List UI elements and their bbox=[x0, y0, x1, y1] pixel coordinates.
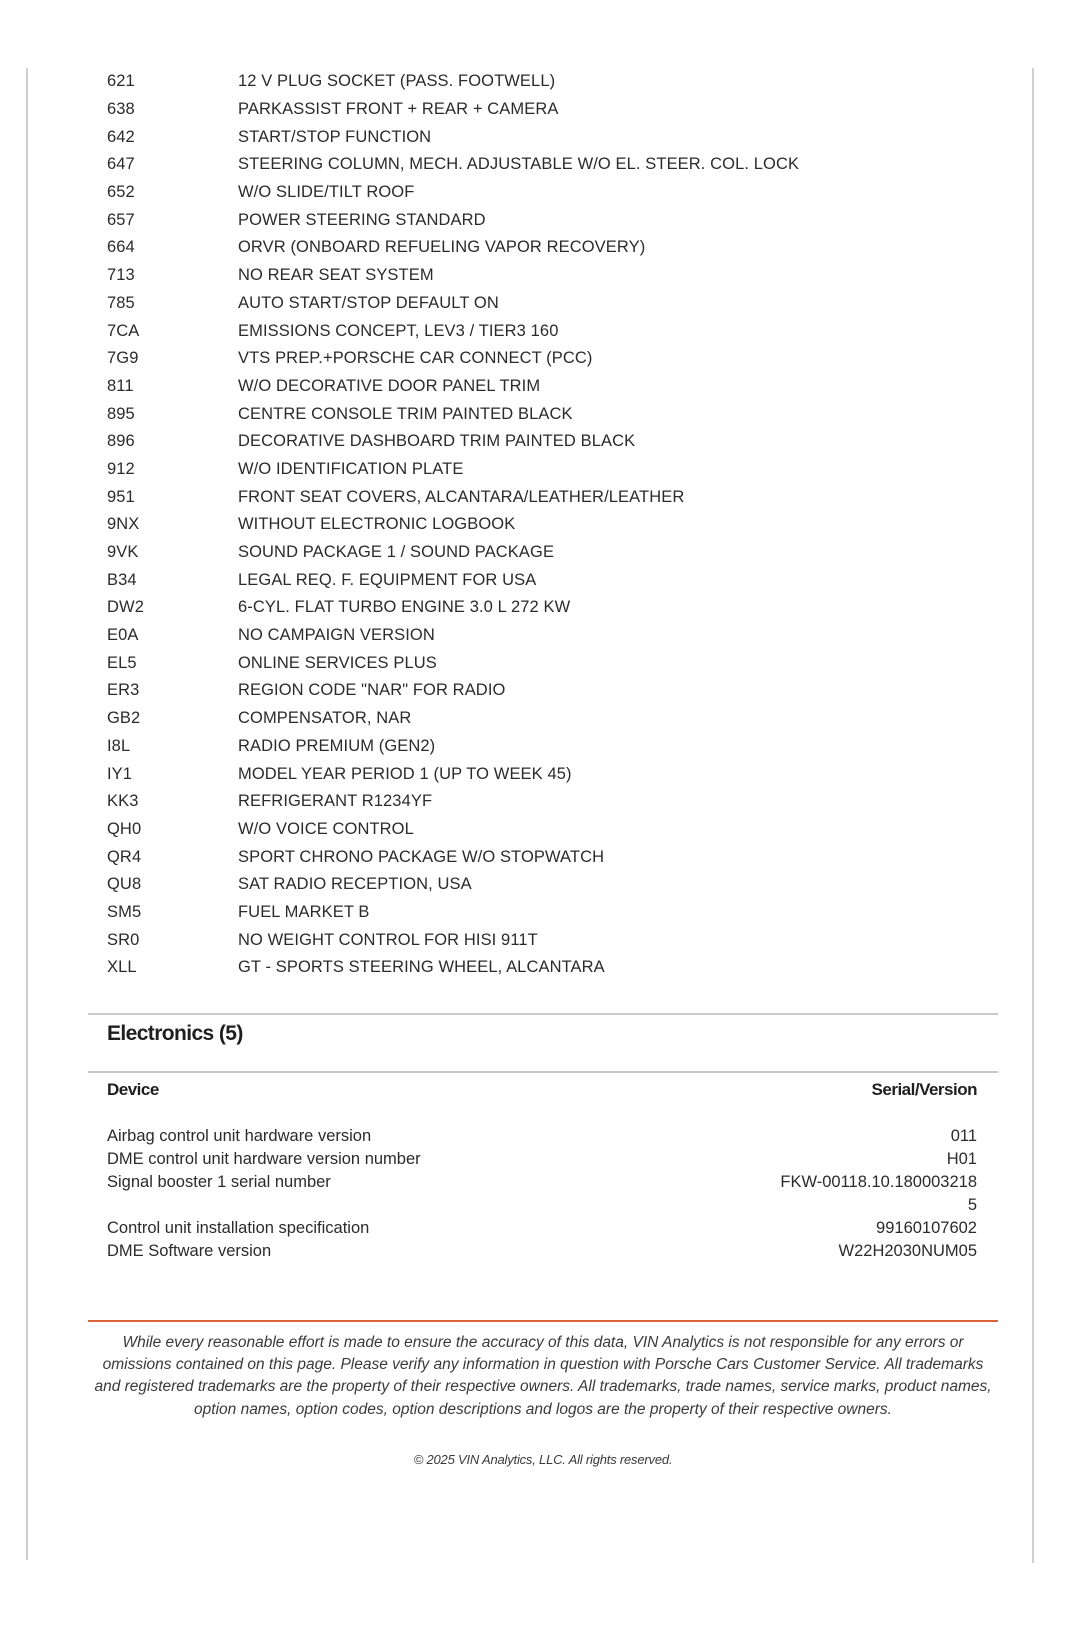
option-row bbox=[107, 539, 987, 567]
device-name: Signal booster 1 serial number bbox=[107, 1173, 331, 1191]
option-row bbox=[107, 788, 987, 816]
option-description: MODEL YEAR PERIOD 1 (UP TO WEEK 45) bbox=[238, 764, 572, 783]
option-description: SAT RADIO RECEPTION, USA bbox=[238, 875, 472, 894]
option-description: 12 V PLUG SOCKET (PASS. FOOTWELL) bbox=[238, 72, 556, 91]
device-name: Control unit installation specification bbox=[107, 1219, 370, 1237]
option-code: 621 bbox=[107, 72, 135, 91]
electronics-row bbox=[107, 1240, 977, 1263]
option-row bbox=[107, 400, 987, 428]
option-row bbox=[107, 262, 987, 290]
device-name: Airbag control unit hardware version bbox=[107, 1127, 372, 1145]
option-row bbox=[107, 68, 987, 96]
electronics-row bbox=[107, 1171, 977, 1217]
section-divider-bottom bbox=[88, 1071, 998, 1073]
serial-value: 99160107602 bbox=[876, 1219, 977, 1237]
option-description: NO REAR SEAT SYSTEM bbox=[238, 266, 434, 285]
option-row bbox=[107, 373, 987, 401]
option-code: SR0 bbox=[107, 930, 140, 949]
option-description: W/O DECORATIVE DOOR PANEL TRIM bbox=[238, 376, 541, 395]
option-description: DECORATIVE DASHBOARD TRIM PAINTED BLACK bbox=[238, 432, 636, 451]
option-code: 664 bbox=[107, 238, 135, 257]
option-code: ER3 bbox=[107, 681, 140, 700]
option-row bbox=[107, 123, 987, 151]
electronics-table bbox=[107, 1125, 977, 1263]
option-description: W/O SLIDE/TILT ROOF bbox=[238, 183, 415, 202]
electronics-section-title: Electronics (5) bbox=[107, 1022, 243, 1045]
option-code: 642 bbox=[107, 127, 135, 146]
option-row bbox=[107, 677, 987, 705]
option-description: NO CAMPAIGN VERSION bbox=[238, 626, 435, 645]
option-code: 9VK bbox=[107, 543, 139, 562]
electronics-row bbox=[107, 1125, 977, 1148]
option-code: 896 bbox=[107, 432, 135, 451]
option-row bbox=[107, 816, 987, 844]
option-code: E0A bbox=[107, 626, 139, 645]
option-code: I8L bbox=[107, 736, 131, 755]
option-description: REFRIGERANT R1234YF bbox=[238, 792, 433, 811]
option-code: SM5 bbox=[107, 902, 142, 921]
option-row bbox=[107, 649, 987, 677]
option-code: 951 bbox=[107, 487, 135, 506]
electronics-table-header bbox=[107, 1080, 977, 1100]
device-name: DME Software version bbox=[107, 1242, 272, 1260]
option-code: 652 bbox=[107, 183, 135, 202]
option-description: LEGAL REQ. F. EQUIPMENT FOR USA bbox=[238, 570, 537, 589]
option-row bbox=[107, 345, 987, 373]
serial-value: FKW-00118.10.1800032185 bbox=[780, 1173, 977, 1214]
option-code: 638 bbox=[107, 100, 135, 119]
option-row bbox=[107, 871, 987, 899]
option-description: VTS PREP.+PORSCHE CAR CONNECT (PCC) bbox=[238, 349, 593, 368]
option-description: FRONT SEAT COVERS, ALCANTARA/LEATHER/LEATHER bbox=[238, 487, 685, 506]
option-description: GT - SPORTS STEERING WHEEL, ALCANTARA bbox=[238, 958, 605, 977]
option-code: 713 bbox=[107, 266, 135, 285]
option-code: GB2 bbox=[107, 709, 141, 728]
serial-value: H01 bbox=[946, 1150, 977, 1168]
option-row bbox=[107, 317, 987, 345]
option-row bbox=[107, 594, 987, 622]
option-code: 647 bbox=[107, 155, 135, 174]
option-code: DW2 bbox=[107, 598, 144, 617]
option-row bbox=[107, 511, 987, 539]
device-column-header: Device bbox=[107, 1080, 159, 1099]
option-row bbox=[107, 899, 987, 927]
option-description: 6-CYL. FLAT TURBO ENGINE 3.0 L 272 KW bbox=[238, 598, 571, 617]
option-code: 811 bbox=[107, 376, 134, 395]
option-description: CENTRE CONSOLE TRIM PAINTED BLACK bbox=[238, 404, 573, 423]
option-code: 657 bbox=[107, 210, 135, 229]
option-row bbox=[107, 622, 987, 650]
option-description: AUTO START/STOP DEFAULT ON bbox=[238, 293, 499, 312]
option-code: IY1 bbox=[107, 764, 133, 783]
serial-value: W22H2030NUM05 bbox=[838, 1242, 977, 1260]
option-row bbox=[107, 234, 987, 262]
option-code: QR4 bbox=[107, 847, 142, 866]
option-description: EMISSIONS CONCEPT, LEV3 / TIER3 160 bbox=[238, 321, 559, 340]
option-code: XLL bbox=[107, 958, 137, 977]
device-name: DME control unit hardware version number bbox=[107, 1150, 421, 1168]
copyright-text: © 2025 VIN Analytics, LLC. All rights reserved. bbox=[413, 1452, 673, 1467]
option-code: 895 bbox=[107, 404, 135, 423]
option-row bbox=[107, 733, 987, 761]
option-description: POWER STEERING STANDARD bbox=[238, 210, 486, 229]
option-code-list bbox=[107, 68, 987, 982]
option-code: 7CA bbox=[107, 321, 140, 340]
option-row bbox=[107, 843, 987, 871]
option-description: RADIO PREMIUM (GEN2) bbox=[238, 736, 436, 755]
option-code: 9NX bbox=[107, 515, 140, 534]
left-page-rule bbox=[26, 68, 28, 1560]
option-code: 785 bbox=[107, 293, 135, 312]
option-row bbox=[107, 206, 987, 234]
option-row bbox=[107, 290, 987, 318]
option-description: REGION CODE "NAR" FOR RADIO bbox=[238, 681, 506, 700]
option-code: KK3 bbox=[107, 792, 139, 811]
option-description: STEERING COLUMN, MECH. ADJUSTABLE W/O EL. STEER. COL. LOCK bbox=[238, 155, 800, 174]
option-row bbox=[107, 483, 987, 511]
option-description: ORVR (ONBOARD REFUELING VAPOR RECOVERY) bbox=[238, 238, 646, 257]
option-code: EL5 bbox=[107, 653, 137, 672]
serial-column-header: Serial/Version bbox=[871, 1080, 977, 1099]
option-row bbox=[107, 760, 987, 788]
electronics-row bbox=[107, 1148, 977, 1171]
option-description: SPORT CHRONO PACKAGE W/O STOPWATCH bbox=[238, 847, 605, 866]
option-description: PARKASSIST FRONT + REAR + CAMERA bbox=[238, 100, 559, 119]
option-description: W/O IDENTIFICATION PLATE bbox=[238, 459, 464, 478]
option-row bbox=[107, 954, 987, 982]
option-description: SOUND PACKAGE 1 / SOUND PACKAGE bbox=[238, 543, 555, 562]
option-code: 7G9 bbox=[107, 349, 139, 368]
option-row bbox=[107, 456, 987, 484]
disclaimer-text: While every reasonable effort is made to ensure the accuracy of this data, VIN Analytics is not responsible for any errors or omissions contained on this page. Please verify any information in question with Porsche Cars Customer Service. All trademarks and registered trademarks are the property of their respective owners. All trademarks, trade names, service marks, product names, option names, option codes, option descriptions and logos are the property of their respective owners. bbox=[94, 1334, 992, 1418]
option-description: START/STOP FUNCTION bbox=[238, 127, 432, 146]
option-row bbox=[107, 179, 987, 207]
section-divider-top bbox=[88, 1013, 998, 1015]
footer-accent-rule bbox=[88, 1320, 998, 1322]
right-page-rule bbox=[1032, 68, 1034, 1563]
option-row bbox=[107, 926, 987, 954]
option-row bbox=[107, 566, 987, 594]
option-code: 912 bbox=[107, 459, 135, 478]
option-code: QU8 bbox=[107, 875, 142, 894]
option-row bbox=[107, 705, 987, 733]
option-description: COMPENSATOR, NAR bbox=[238, 709, 412, 728]
option-row bbox=[107, 428, 987, 456]
option-description: NO WEIGHT CONTROL FOR HISI 911T bbox=[238, 930, 538, 949]
electronics-row bbox=[107, 1217, 977, 1240]
option-description: FUEL MARKET B bbox=[238, 902, 370, 921]
option-description: WITHOUT ELECTRONIC LOGBOOK bbox=[238, 515, 516, 534]
option-description: W/O VOICE CONTROL bbox=[238, 819, 414, 838]
option-description: ONLINE SERVICES PLUS bbox=[238, 653, 437, 672]
serial-value: 011 bbox=[950, 1127, 977, 1145]
option-code: QH0 bbox=[107, 819, 142, 838]
option-row bbox=[107, 151, 987, 179]
option-row bbox=[107, 96, 987, 124]
option-code: B34 bbox=[107, 570, 137, 589]
